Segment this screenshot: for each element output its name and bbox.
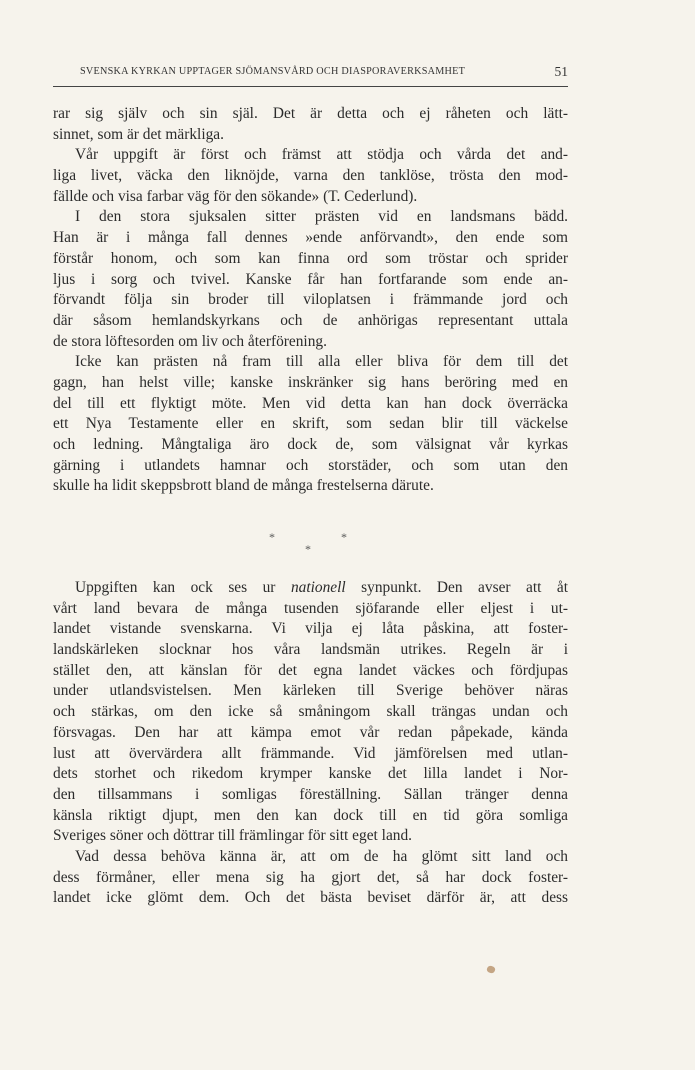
body-text-line: förstår honom, och som kan finna ord som tröstar och sprider (53, 249, 568, 267)
body-text-line: gärning i utlandets hamnar och storstäder, och som utan den (53, 456, 568, 474)
page-number: 51 (554, 64, 568, 79)
body-text-line: Icke kan prästen nå fram till alla eller bliva för dem till det (75, 353, 568, 371)
body-text-line: landskärleken slocknar hos våra landsmän utrikes. Regeln är i (53, 641, 568, 659)
body-text-line: gagn, han helst ville; kanske inskränker sig hans beröring med en (53, 373, 568, 391)
book-page (53, 0, 568, 1070)
body-text-line: stället den, att känslan för det egna landet väckes och fördjupas (53, 661, 568, 679)
body-text-section-1 (53, 104, 568, 497)
running-header-title: SVENSKA KYRKAN UPPTAGER SJÖMANSVÅRD OCH DIASPORAVERKSAMHET (80, 66, 466, 77)
body-text-line: ett Nya Testamente eller en skrift, som sedan blir till väckelse (53, 415, 568, 433)
body-text-line: vårt land bevara de många tusenden sjöfarande eller eljest i ut- (53, 599, 568, 617)
body-text-line: lust att övervärdera allt främmande. Vid jämförelsen med utlan- (53, 744, 568, 762)
body-text-line: landet icke glömt dem. Och det bästa beviset därför är, att dess (53, 889, 568, 907)
body-text-line: rar sig själv och sin själ. Det är detta och ej råheten och lätt- (53, 105, 568, 122)
body-text-line: fällde och visa farbar väg för den sökande» (T. Cederlund). (53, 187, 418, 205)
body-text-line: sinnet, som är det märkliga. (53, 125, 224, 143)
body-text-line: Vad dessa behöva känna är, att om de ha glömt sitt land och (75, 847, 568, 865)
body-text-line: Vår uppgift är först och främst att stödja och vårda det and- (75, 146, 568, 164)
body-text-line: landet vistande svenskarna. Vi vilja ej låta påskina, att foster- (53, 620, 568, 638)
body-text-line: förvandt följa sin broder till viloplatsen i främmande jord och (53, 291, 568, 309)
body-text-line: dets storhet och rikedom krymper kanske det lilla landet i Nor- (53, 765, 568, 783)
body-text-line: I den stora sjuksalen sitter prästen vid en landsmans bädd. (75, 208, 568, 226)
body-text-line: Sveriges söner och döttrar till främlingar för sitt eget land. (53, 827, 413, 845)
body-text-section-2 (53, 578, 568, 909)
body-text-line: och stärkas, om den icke så småningom skall trängas undan och (53, 703, 568, 721)
body-text-line: och ledning. Mångtaliga äro dock de, som välsignat vår kyrkas (53, 436, 568, 453)
body-text-line: de stora löftesorden om liv och återförening. (53, 332, 327, 350)
section-separator-star: * (269, 530, 275, 544)
body-text-line: dess förmåner, eller mena sig ha gjort det, så har dock foster- (53, 868, 568, 886)
body-text-line: under utlandsvistelsen. Men kärleken till Sverige behöver näras (53, 682, 568, 700)
body-text-line: där såsom hemlandskyrkans och de anhörigas representant uttala (53, 311, 568, 329)
section-separator-star: * (305, 542, 311, 556)
body-text-line: Uppgiften kan ock ses ur nationell synpunkt. Den avser att åt (75, 579, 568, 596)
body-text-line: ljus i sorg och tvivel. Kanske får han fortfarande som ende an- (53, 270, 568, 288)
body-text-line: försvagas. Den har att kämpa emot vår redan påpekade, kända (53, 723, 568, 741)
body-text-line: skulle ha lidit skeppsbrott bland de många frestelserna därute. (53, 477, 434, 495)
running-header (53, 64, 568, 87)
emphasized-word: nationell (290, 579, 346, 596)
body-text-line: den tillsammans i somligas föreställning. Sällan tränger denna (53, 785, 568, 803)
section-separator-star: * (341, 530, 347, 544)
body-text-line: Han är i många fall dennes »ende anförvandt», den ende som (53, 229, 568, 247)
body-text-line: känsla riktigt djupt, men den kan dock till en tid göra somliga (53, 806, 568, 824)
body-text-line: liga livet, väcka den liknöjde, varna den tanklöse, trösta den mod- (53, 167, 568, 185)
body-text-line: del till ett flyktigt möte. Men vid detta kan han dock överräcka (53, 394, 568, 412)
